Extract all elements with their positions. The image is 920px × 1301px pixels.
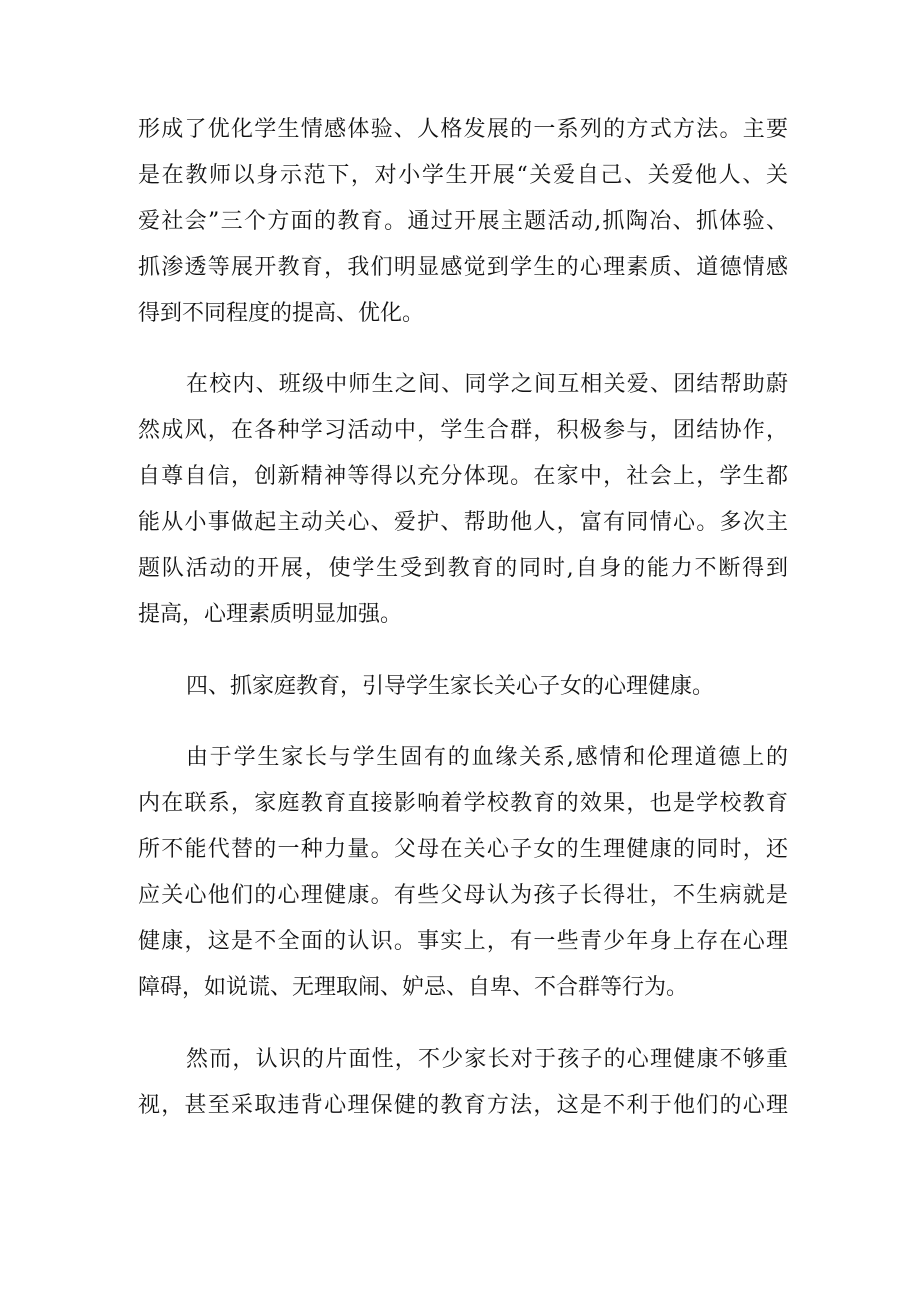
paragraph-family-influence: [138, 735, 788, 1011]
text-line: 所不能代替的一种力量。父母在关心子女的生理健康的同时，还: [138, 837, 788, 862]
text-line: 在校内、班级中师生之间、同学之间互相关爱、团结帮助蔚: [186, 372, 788, 397]
text-line: 抓渗透等展开教育，我们明显感觉到学生的心理素质、道德情感: [138, 255, 788, 280]
text-line: 自尊自信，创新精神等得以充分体现。在家中，社会上，学生都: [138, 464, 788, 489]
text-line: 爱社会”三个方面的教育。通过开展主题活动,抓陶冶、抓体验、: [138, 209, 788, 234]
section-heading-family-education: [138, 664, 788, 710]
text-line: 四、抓家庭教育，引导学生家长关心子女的心理健康。: [186, 674, 715, 699]
paragraph-methods-summary: [138, 107, 788, 337]
text-line: 应关心他们的心理健康。有些父母认为孩子长得壮，不生病就是: [138, 883, 788, 908]
text-line: 能从小事做起主动关心、爱护、帮助他人，富有同情心。多次主: [138, 510, 788, 535]
text-line: 是在教师以身示范下，对小学生开展“关爱自己、关爱他人、关: [138, 163, 788, 188]
text-line: 提高，心理素质明显加强。: [138, 602, 403, 627]
text-line: 由于学生家长与学生固有的血缘关系,感情和伦理道德上的: [186, 745, 788, 770]
text-line: 然成风，在各种学习活动中，学生合群，积极参与，团结协作，: [138, 418, 788, 443]
text-line: 得到不同程度的提高、优化。: [138, 301, 425, 326]
text-line: 然而，认识的片面性，不少家长对于孩子的心理健康不够重: [186, 1047, 788, 1072]
text-line: 形成了优化学生情感体验、人格发展的一系列的方式方法。主要: [138, 117, 788, 142]
text-line: 题队活动的开展，使学生受到教育的同时,自身的能力不断得到: [138, 556, 788, 581]
text-line: 健康，这是不全面的认识。事实上，有一些青少年身上存在心理: [138, 929, 788, 954]
paragraph-school-results: [138, 362, 788, 638]
text-line: 视，甚至采取违背心理保健的教育方法，这是不利于他们的心理: [138, 1093, 788, 1118]
text-line: 内在联系，家庭教育直接影响着学校教育的效果，也是学校教育: [138, 791, 788, 816]
paragraph-parent-misconceptions: [138, 1037, 788, 1129]
text-line: 障碍，如说谎、无理取闹、妒忌、自卑、不合群等行为。: [138, 975, 689, 1000]
